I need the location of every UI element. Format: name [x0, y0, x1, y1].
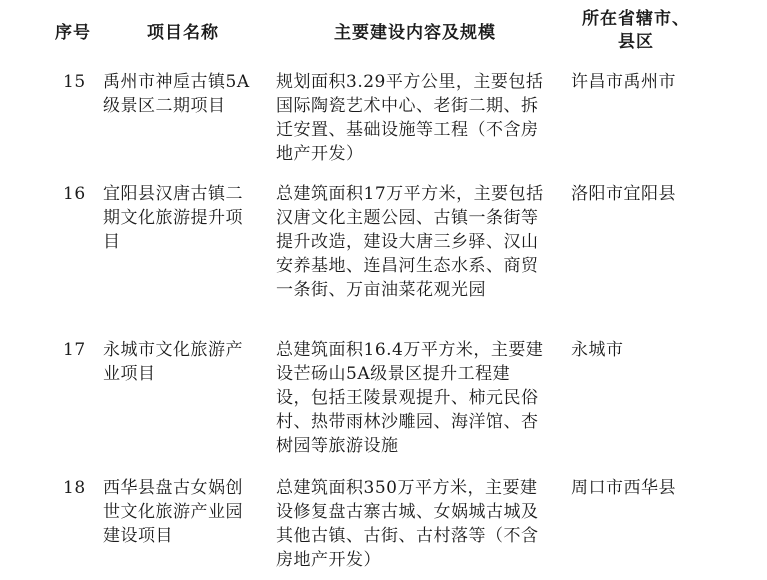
scope-line: 国际陶瓷艺术中心、老街二期、拆 [276, 96, 539, 116]
name-line: 级景区二期项目 [103, 96, 226, 116]
row-scope [276, 476, 560, 572]
scope-line: 其他古镇、古街、古村落等（不含 [276, 526, 539, 546]
scope-line: 地产开发） [276, 144, 364, 164]
scope-line: 总建筑面积350万平方米，主要建 [276, 478, 538, 498]
row-project-name [103, 182, 263, 254]
name-line: 世文化旅游产业园 [103, 502, 243, 522]
scope-line: 安养基地、连昌河生态水系、商贸 [276, 256, 539, 276]
row-number: 18 [63, 478, 86, 498]
row-project-name [103, 70, 263, 118]
name-line: 目 [103, 232, 121, 252]
scope-line: 一条街、万亩油菜花观光园 [276, 280, 486, 300]
header-scope: 主要建设内容及规模 [334, 23, 496, 43]
header-location-line1: 所在省辖市、 [582, 9, 690, 29]
row-number: 15 [63, 72, 86, 92]
row-scope [276, 182, 560, 302]
name-line: 禹州市神垕古镇5A [103, 72, 250, 92]
scope-line: 树园等旅游设施 [276, 436, 399, 456]
scope-line: 房地产开发） [276, 550, 381, 570]
scope-line: 设修复盘古寨古城、女娲城古城及 [276, 502, 539, 522]
row-location: 许昌市禹州市 [571, 72, 676, 92]
row-number: 16 [63, 184, 86, 204]
name-line: 建设项目 [103, 526, 173, 546]
scope-line: 村、热带雨林沙雕园、海洋馆、杏 [276, 412, 539, 432]
scope-line: 设，包括王陵景观提升、柿元民俗 [276, 388, 539, 408]
header-location [576, 8, 696, 54]
row-location: 洛阳市宜阳县 [571, 184, 676, 204]
name-line: 西华县盘古女娲创 [103, 478, 243, 498]
scope-line: 汉唐文化主题公园、古镇一条街等 [276, 208, 539, 228]
name-line: 业项目 [103, 364, 156, 384]
header-location-line2: 县区 [618, 32, 654, 52]
row-project-name [103, 338, 263, 386]
scope-line: 规划面积3.29平方公里，主要包括 [276, 72, 544, 92]
name-line: 期文化旅游提升项 [103, 208, 243, 228]
row-number: 17 [63, 340, 86, 360]
row-scope [276, 338, 560, 458]
header-number: 序号 [55, 23, 91, 43]
scope-line: 总建筑面积17万平方米，主要包括 [276, 184, 544, 204]
scope-line: 设芒砀山5A级景区提升工程建 [276, 364, 511, 384]
row-project-name [103, 476, 263, 548]
scope-line: 迁安置、基础设施等工程（不含房 [276, 120, 539, 140]
header-project-name: 项目名称 [147, 23, 219, 43]
name-line: 宜阳县汉唐古镇二 [103, 184, 243, 204]
scope-line: 提升改造，建设大唐三乡驿、汉山 [276, 232, 539, 252]
row-location: 永城市 [571, 340, 624, 360]
row-scope [276, 70, 560, 166]
scope-line: 总建筑面积16.4万平方米，主要建 [276, 340, 544, 360]
name-line: 永城市文化旅游产 [103, 340, 243, 360]
row-location: 周口市西华县 [571, 478, 676, 498]
